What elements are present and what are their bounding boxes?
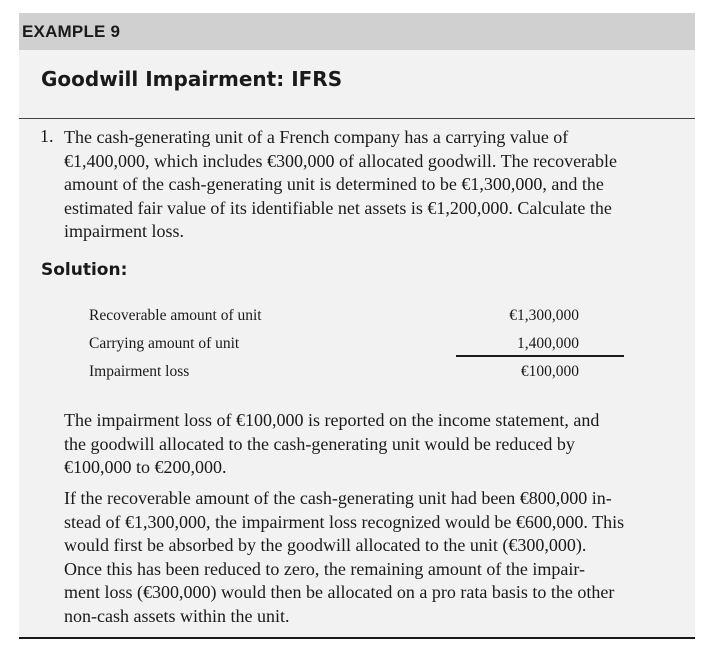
- paragraph-line: stead of €1,300,000, the impairment loss recognized would be €600,000. This: [64, 511, 625, 532]
- question-line: estimated fair value of its identifiable net assets is €1,200,000. Calculate the: [64, 197, 612, 218]
- example-label: EXAMPLE 9: [22, 22, 121, 41]
- paragraph-line: the goodwill allocated to the cash-generating unit would be reduced by: [64, 433, 575, 454]
- paragraph-line: If the recoverable amount of the cash-generating unit had been €800,000 in-: [64, 488, 612, 508]
- calc-row-label: Recoverable amount of unit: [89, 307, 262, 324]
- calc-row-value: €100,000: [520, 363, 579, 380]
- question-text: [64, 126, 684, 244]
- example-header-bar: [19, 13, 695, 50]
- calc-row-value: €1,300,000: [509, 307, 579, 324]
- paragraph-line: Once this has been reduced to zero, the remaining amount of the impair-: [64, 558, 585, 579]
- question-line: €1,400,000, which includes €300,000 of allocated goodwill. The recoverable: [64, 150, 618, 171]
- calc-row-label: Impairment loss: [89, 363, 190, 380]
- solution-paragraph-1: [64, 409, 689, 480]
- question-line: impairment loss.: [64, 221, 184, 241]
- paragraph-line: ment loss (€300,000) would then be allocated on a pro rata basis to the other: [64, 582, 615, 602]
- title-divider: [19, 118, 695, 119]
- paragraph-line: would first be absorbed by the goodwill allocated to the unit (€300,000).: [64, 535, 587, 555]
- calc-row-label: Carrying amount of unit: [89, 335, 240, 352]
- calc-divider: [456, 355, 624, 357]
- question-number: 1.: [40, 126, 54, 146]
- solution-paragraph-2: [64, 487, 689, 628]
- solution-heading: Solution:: [41, 260, 128, 280]
- question-line: The cash-generating unit of a French company has a carrying value of: [64, 127, 569, 147]
- example-box: [19, 13, 695, 639]
- example-title: Goodwill Impairment: IFRS: [41, 67, 343, 91]
- paragraph-line: €100,000 to €200,000.: [64, 457, 227, 477]
- paragraph-line: non-cash assets within the unit.: [64, 605, 290, 626]
- question-line: amount of the cash-generating unit is determined to be €1,300,000, and the: [64, 174, 604, 194]
- bottom-rule: [19, 637, 695, 639]
- calc-row-value: 1,400,000: [517, 335, 579, 352]
- paragraph-line: The impairment loss of €100,000 is reported on the income statement, and: [64, 410, 600, 430]
